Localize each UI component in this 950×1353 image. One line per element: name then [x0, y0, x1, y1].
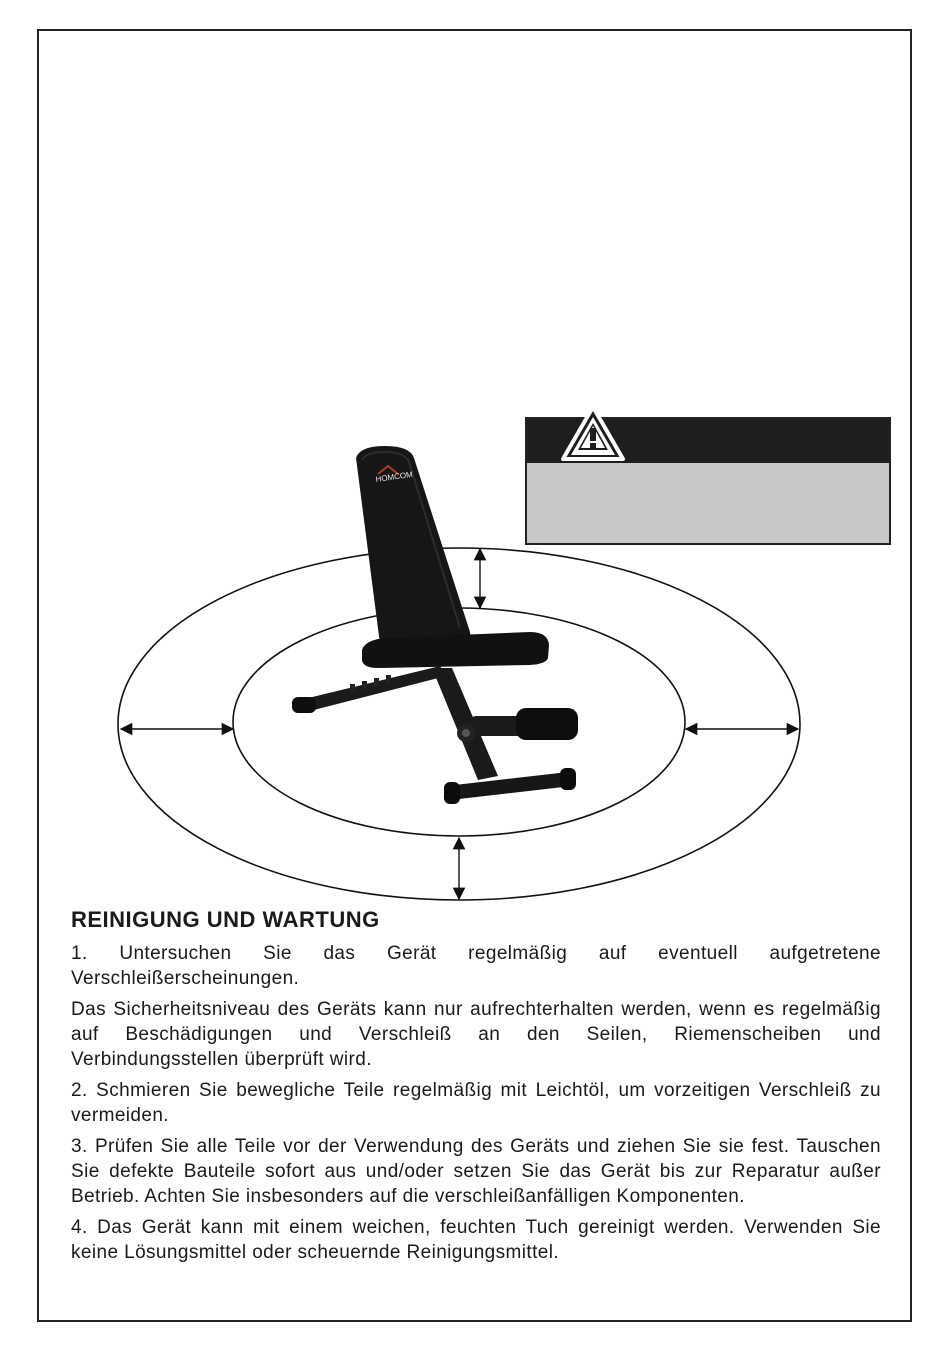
section-title: REINIGUNG UND WARTUNG	[71, 907, 380, 932]
warning-box	[525, 417, 891, 545]
paragraph-1-detail: Das Sicherheitsniveau des Geräts kann nur aufrechterhalten werden, wenn es regelmäßig auf Beschädigungen und Verschleiß an den Seilen, Riemenscheiben und Verbindungsstellen überprüft wird.	[71, 999, 881, 1070]
warning-triangle-icon	[559, 403, 627, 463]
paragraph-3: 3. Prüfen Sie alle Teile vor der Verwendung des Geräts und ziehen Sie sie fest. Tauschen Sie defekte Bauteile sofort aus und/oder setzen Sie das Gerät bis zur Reparatur außer Betrieb. Achten Sie insbesonders auf die verschleißanfälligen Komponenten.	[71, 1136, 881, 1207]
cleaning-section	[71, 905, 881, 1271]
paragraph-2: 2. Schmieren Sie bewegliche Teile regelmäßig mit Leichtöl, um vorzeitigen Verschleiß zu vermeiden.	[71, 1080, 881, 1126]
brand-logo-text: HOMCOM	[375, 469, 414, 484]
paragraph-1: 1. Untersuchen Sie das Gerät regelmäßig auf eventuell aufgetretene Verschleißerscheinungen.	[71, 943, 881, 989]
paragraph-4: 4. Das Gerät kann mit einem weichen, feuchten Tuch gereinigt werden. Verwenden Sie keine Lösungsmittel oder scheuernde Reinigungsmittel.	[71, 1217, 881, 1263]
warning-header	[527, 419, 889, 463]
